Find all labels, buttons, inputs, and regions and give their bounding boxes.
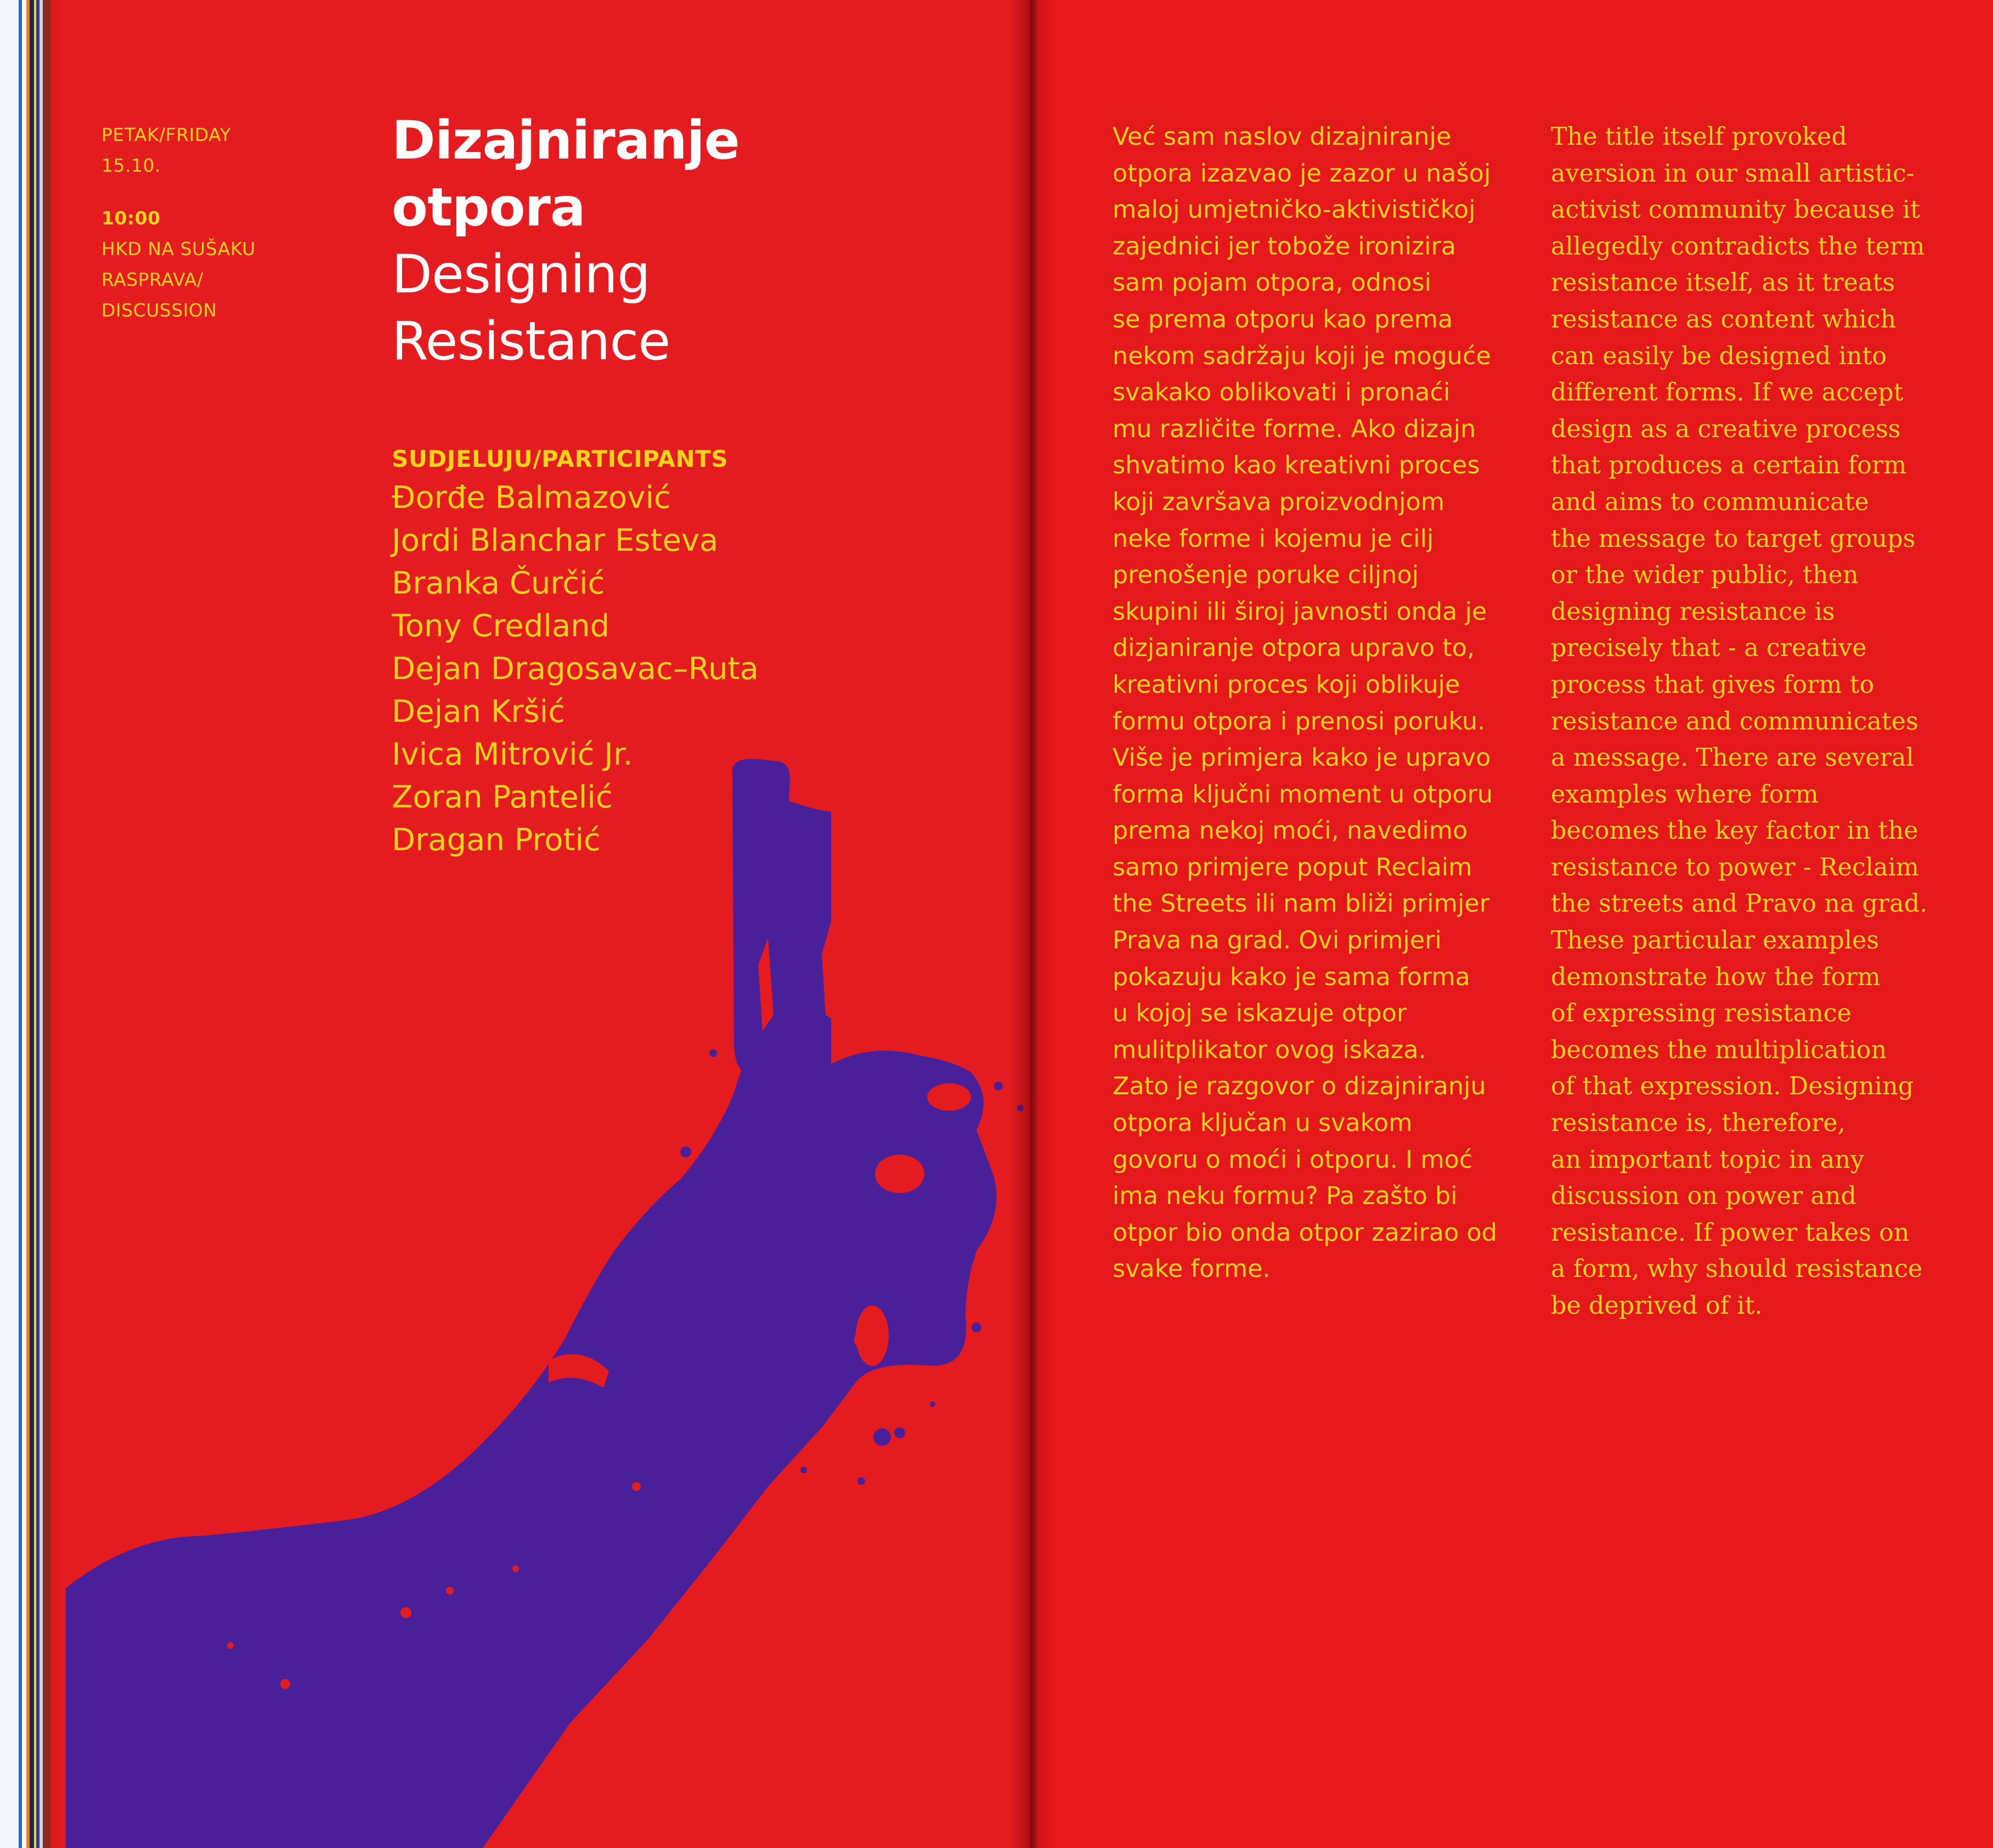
participants-label: SUDJELUJU/PARTICIPANTS	[392, 445, 729, 472]
croatian-text-line: samo primjere poput Reclaim	[1113, 853, 1472, 881]
english-text-line: precisely that - a creative	[1551, 634, 1867, 663]
croatian-text-line: Više je primjera kako je upravo	[1113, 744, 1491, 772]
croatian-text-line: mulitplikator ovog iskaza.	[1113, 1036, 1426, 1064]
english-text-line: resistance as content which	[1551, 305, 1896, 334]
english-text-line: aversion in our small artistic-	[1551, 159, 1915, 188]
croatian-text-line: kreativni proces koji oblikuje	[1113, 670, 1460, 699]
croatian-text-line: prenošenje poruke ciljnoj	[1113, 561, 1419, 590]
english-text-line: a form, why should resistance	[1551, 1255, 1923, 1284]
english-text-line: be deprived of it.	[1551, 1292, 1763, 1320]
title-english-line1: Designing	[392, 244, 650, 305]
english-text-line: discussion on power and	[1551, 1182, 1857, 1211]
english-text-line: different forms. If we accept	[1551, 378, 1904, 407]
croatian-text-line: otpora ključan u svakom	[1113, 1109, 1413, 1138]
croatian-text-line: skupini ili široj javnosti onda je	[1113, 597, 1487, 626]
croatian-text-line: svakako oblikovati i pronaći	[1113, 378, 1450, 407]
croatian-text-line: svake forme.	[1113, 1255, 1271, 1284]
english-text-line: allegedly contradicts the term	[1551, 232, 1925, 261]
participant-name: Dejan Dragosavac–Ruta	[392, 651, 759, 687]
english-text-line: resistance itself, as it treats	[1551, 269, 1895, 297]
english-text-line: the streets and Pravo na grad.	[1551, 890, 1928, 918]
english-text-line: a message. There are several	[1551, 744, 1914, 772]
croatian-text-line: govoru o moći i otporu. I moć	[1113, 1145, 1473, 1174]
croatian-text-line: sam pojam otpora, odnosi	[1113, 269, 1431, 297]
croatian-text-line: koji završava proizvodnjom	[1113, 488, 1445, 516]
event-time: 10:00	[101, 207, 161, 229]
english-text-line: designing resistance is	[1551, 597, 1835, 626]
english-text-line: design as a creative process	[1551, 415, 1901, 443]
croatian-text-line: forma ključni moment u otporu	[1113, 780, 1493, 809]
participant-name: Đorđe Balmazović	[392, 480, 671, 516]
english-text-line: becomes the key factor in the	[1551, 817, 1918, 845]
booklet-edge	[0, 0, 66, 1848]
english-text-line: becomes the multiplication	[1551, 1036, 1887, 1064]
participant-name: Branka Čurčić	[392, 566, 605, 601]
participant-name: Dejan Kršić	[392, 694, 566, 730]
participant-name: Dragan Protić	[392, 822, 601, 858]
english-text-line: the message to target groups	[1551, 524, 1916, 553]
croatian-text-line: shvatimo kao kreativni proces	[1113, 451, 1480, 480]
participant-name: Ivica Mitrović Jr.	[392, 737, 633, 772]
croatian-text-line: otpor bio onda otpor zazirao od	[1113, 1218, 1498, 1247]
participant-name: Zoran Pantelić	[392, 779, 613, 815]
croatian-text-line: otpora izazvao je zazor u našoj	[1113, 159, 1491, 188]
croatian-text-line: zajednici jer tobože ironizira	[1113, 232, 1456, 261]
english-text-line: that produces a certain form	[1551, 451, 1907, 480]
event-day: PETAK/FRIDAY	[101, 124, 232, 145]
event-venue: HKD NA SUŠAKU	[101, 238, 256, 259]
participants-list	[392, 442, 759, 862]
body-text-croatian	[1113, 119, 1551, 1288]
participant-name: Tony Credland	[392, 608, 610, 644]
english-text-line: resistance and communicates	[1551, 707, 1918, 736]
croatian-text-line: formu otpora i prenosi poruku.	[1113, 707, 1486, 736]
croatian-text-line: Zato je razgovor o dizajniranju	[1113, 1072, 1486, 1101]
croatian-text-line: Već sam naslov dizajniranje	[1113, 123, 1452, 151]
croatian-text-line: dizjaniranje otpora upravo to,	[1113, 634, 1475, 663]
english-text-line: resistance. If power takes on	[1551, 1218, 1910, 1247]
croatian-text-line: maloj umjetničko-aktivističkoj	[1113, 196, 1476, 224]
english-text-line: examples where form	[1551, 780, 1819, 809]
english-text-line: and aims to communicate	[1551, 488, 1869, 516]
left-page	[66, 0, 1029, 1848]
croatian-text-line: se prema otporu kao prema	[1113, 305, 1453, 334]
event-format-line2: DISCUSSION	[101, 299, 217, 321]
event-meta	[101, 120, 256, 326]
english-text-line: resistance is, therefore,	[1551, 1109, 1845, 1138]
english-text-line: activist community because it	[1551, 196, 1920, 224]
title-english-line2: Resistance	[392, 310, 670, 372]
english-text-line: The title itself provoked	[1551, 123, 1847, 151]
english-text-line: an important topic in any	[1551, 1145, 1865, 1174]
event-date: 15.10.	[101, 155, 161, 176]
right-page	[1029, 0, 1993, 1848]
english-text-line: These particular examples	[1551, 926, 1879, 955]
croatian-text-line: ima neku formu? Pa zašto bi	[1113, 1182, 1458, 1211]
croatian-text-line: u kojoj se iskazuje otpor	[1113, 999, 1407, 1028]
body-text-english	[1551, 119, 1993, 1325]
english-text-line: or the wider public, then	[1551, 561, 1859, 590]
title-croatian-line1: Dizajniranje	[392, 110, 739, 171]
english-text-line: demonstrate how the form	[1551, 963, 1881, 991]
english-text-line: can easily be designed into	[1551, 342, 1887, 370]
event-format-line1: RASPRAVA/	[101, 269, 204, 290]
croatian-text-line: pokazuju kako je sama forma	[1113, 963, 1470, 991]
croatian-text-line: neke forme i kojemu je cilj	[1113, 524, 1434, 553]
croatian-text-line: prema nekoj moći, navedimo	[1113, 817, 1468, 845]
english-text-line: resistance to power - Reclaim	[1551, 853, 1919, 881]
hand-holding-object-image	[66, 757, 1029, 1848]
page-title	[392, 107, 739, 375]
english-text-line: process that gives form to	[1551, 670, 1875, 699]
english-text-line: of that expression. Designing	[1551, 1072, 1914, 1101]
croatian-text-line: nekom sadržaju koji je moguće	[1113, 342, 1491, 370]
english-text-line: of expressing resistance	[1551, 999, 1851, 1028]
title-croatian-line2: otpora	[392, 177, 585, 238]
participant-name: Jordi Blanchar Esteva	[392, 523, 719, 558]
croatian-text-line: Prava na grad. Ovi primjeri	[1113, 926, 1442, 955]
croatian-text-line: mu različite forme. Ako dizajn	[1113, 415, 1476, 443]
croatian-text-line: the Streets ili nam bliži primjer	[1113, 890, 1490, 918]
